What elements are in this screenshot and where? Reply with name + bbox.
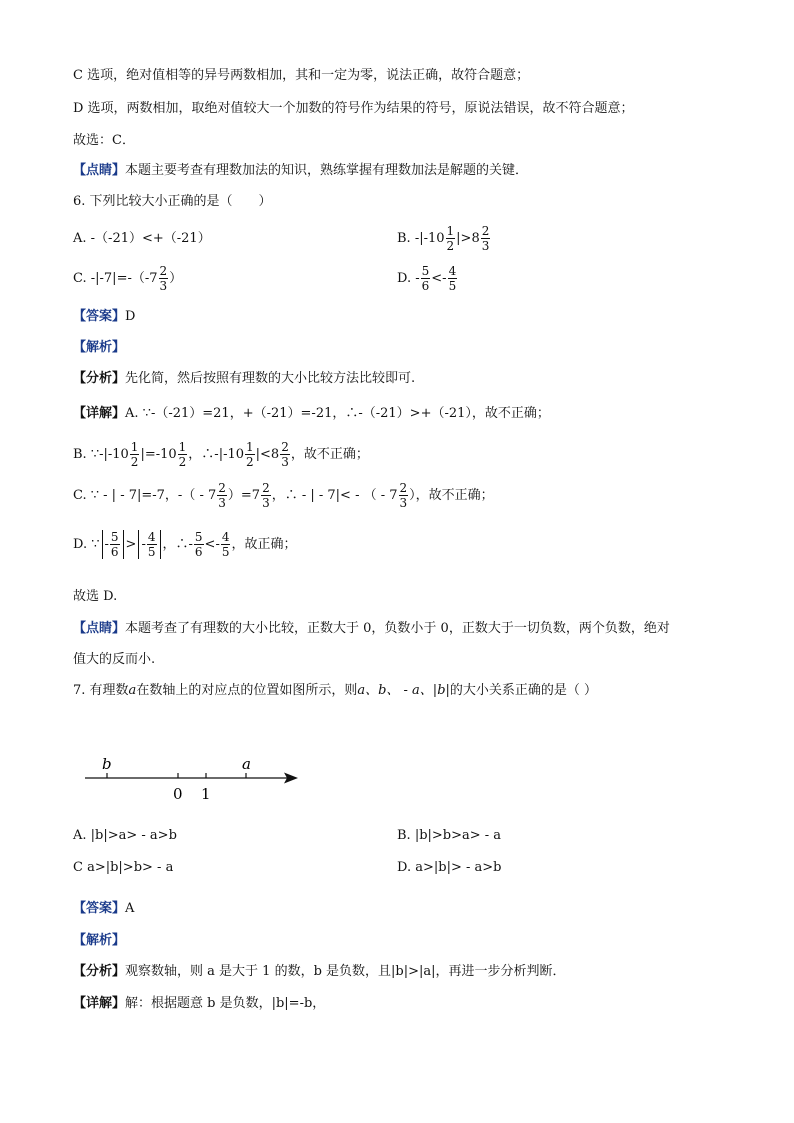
xiangjie-text: 解：根据题意 b 是负数，|b|=-b， [125,996,326,1011]
dianjing-text: 本题主要考查有理数加法的知识，熟练掌握有理数加法是解题的关键． [125,163,529,178]
fenxi-text: 观察数轴，则 a 是大于 1 的数，b 是负数，且|b|>|a|，再进一步分析判断． [125,964,566,979]
line-c-option: C 选项，绝对值相等的异号两数相加，其和一定为零，说法正确，故符合题意； [73,68,530,83]
fraction: $\frac{1}{2}$ [130,440,139,469]
fraction: $\frac{2}{3}$ [159,264,168,293]
tag-answer: 【答案】 [73,901,126,916]
tag-xiangjie: 【详解】 [73,406,126,421]
fraction: $\frac{5}{6}$ [421,264,430,293]
fraction: $\frac{2}{3}$ [218,481,226,510]
q6-option-a: A. -（-21）<+（-21） [73,231,211,246]
q7-analysis-tag: 【解析】 [73,933,126,948]
fraction: $\frac{4}{5}$ [448,264,457,293]
answer-value: D [125,309,136,324]
q7-stem: 7. 有理数a在数轴上的对应点的位置如图所示，则a、b、 - a、|b|的大小关系正确的是（ ） [73,683,598,698]
q6-choose: 故选 D. [73,589,118,604]
fraction: $\frac{1}{2}$ [178,440,187,469]
dianjing-text: 本题考查了有理数的大小比较，正数大于 0，负数小于 0，正数大于一切负数，两个负数，绝对 [125,621,670,636]
fraction: $\frac{2}{3}$ [281,440,289,469]
q7-xiangjie [73,996,325,1012]
tag-fenxi: 【分析】 [73,371,126,386]
opt-d-mid: <- [431,271,447,286]
tag-answer: 【答案】 [73,309,126,324]
fraction: $\frac{4}{5}$ [221,530,230,559]
q7-option-c: C a>|b|>b> - a [73,860,174,875]
q6-xiangjie-c: C. ∵ - | - 7|=-7，-（ - 7 $\frac{2}{3}$ ）=7 $\frac{2}{3}$ ，∴ - | - 7|< - （ - 7 $\frac{2}{3}$ ），故不正确； [73,481,494,510]
opt-d-pre: D. - [397,271,420,286]
absolute-value: - $\frac{4}{5}$ [138,530,160,559]
q6-answer [73,309,135,325]
q7-answer [73,901,134,917]
tag-dianjing: 【点睛】 [73,621,126,636]
q6-option-c [73,264,182,293]
q6-option-b [397,224,491,253]
q6-analysis-tag: 【解析】 [73,340,126,355]
q6-xiangjie-d: D. ∵ - $\frac{5}{6}$ > - $\frac{4}{5}$ ，∴- $\frac{5}{6}$ <- $\frac{4}{5}$ ，故正确； [73,530,297,559]
label-a: a [242,755,251,773]
absolute-value: - $\frac{5}{6}$ [102,530,124,559]
fraction: $\frac{1}{2}$ [246,440,254,469]
q6-option-d [397,264,458,293]
q6-xiangjie-b: B. ∵-|-10 $\frac{1}{2}$ |=-10 $\frac{1}{2}$ ，∴-|-10 $\frac{1}{2}$ |<8 $\frac{2}{3}$ ，故不正确； [73,440,369,469]
q6-fenxi [73,371,415,387]
opt-b-pre: B. -|-10 [397,231,445,246]
fraction: $\frac{2}{3}$ [481,224,490,253]
tag-fenxi: 【分析】 [73,964,126,979]
fraction: $\frac{2}{3}$ [399,481,408,510]
q6-dianjing-2: 值大的反而小. [73,652,156,667]
q6-stem: 6. 下列比较大小正确的是（ ） [73,194,272,209]
tag-xiangjie: 【详解】 [73,996,126,1011]
tag-dianjing: 【点睛】 [73,163,126,178]
fraction: $\frac{2}{3}$ [262,481,270,510]
fenxi-text: 先化简，然后按照有理数的大小比较方法比较即可. [125,371,416,386]
fraction: $\frac{5}{6}$ [194,530,203,559]
line-dianjing-5 [73,163,528,179]
label-b: b [102,755,112,773]
opt-b-mid: |>8 [456,231,480,246]
q6-xiangjie-a [73,406,550,422]
q6-dianjing-1 [73,621,670,637]
label-1: 1 [201,785,211,803]
opt-c-post: ） [169,271,183,286]
opt-c-pre: C. -|-7|=-（-7 [73,271,158,286]
q7-fenxi [73,964,566,980]
q7-option-a: A. |b|>a> - a>b [73,828,177,843]
answer-value: A [125,901,135,916]
q7-option-b: B. |b|>b>a> - a [397,828,502,843]
line-choose-c: 故选：C． [73,133,135,148]
q7-option-d: D. a>|b|> - a>b [397,860,502,875]
number-line-figure [80,752,310,804]
line-d-option: D 选项，两数相加，取绝对值较大一个加数的符号作为结果的符号，原说法错误，故不符合题意； [73,101,634,116]
xiangjie-a-text: A. ∵-（-21）=21，+（-21）=-21，∴-（-21）>+（-21），故不正确； [125,406,550,421]
fraction: $\frac{1}{2}$ [446,224,455,253]
label-0: 0 [173,785,183,803]
